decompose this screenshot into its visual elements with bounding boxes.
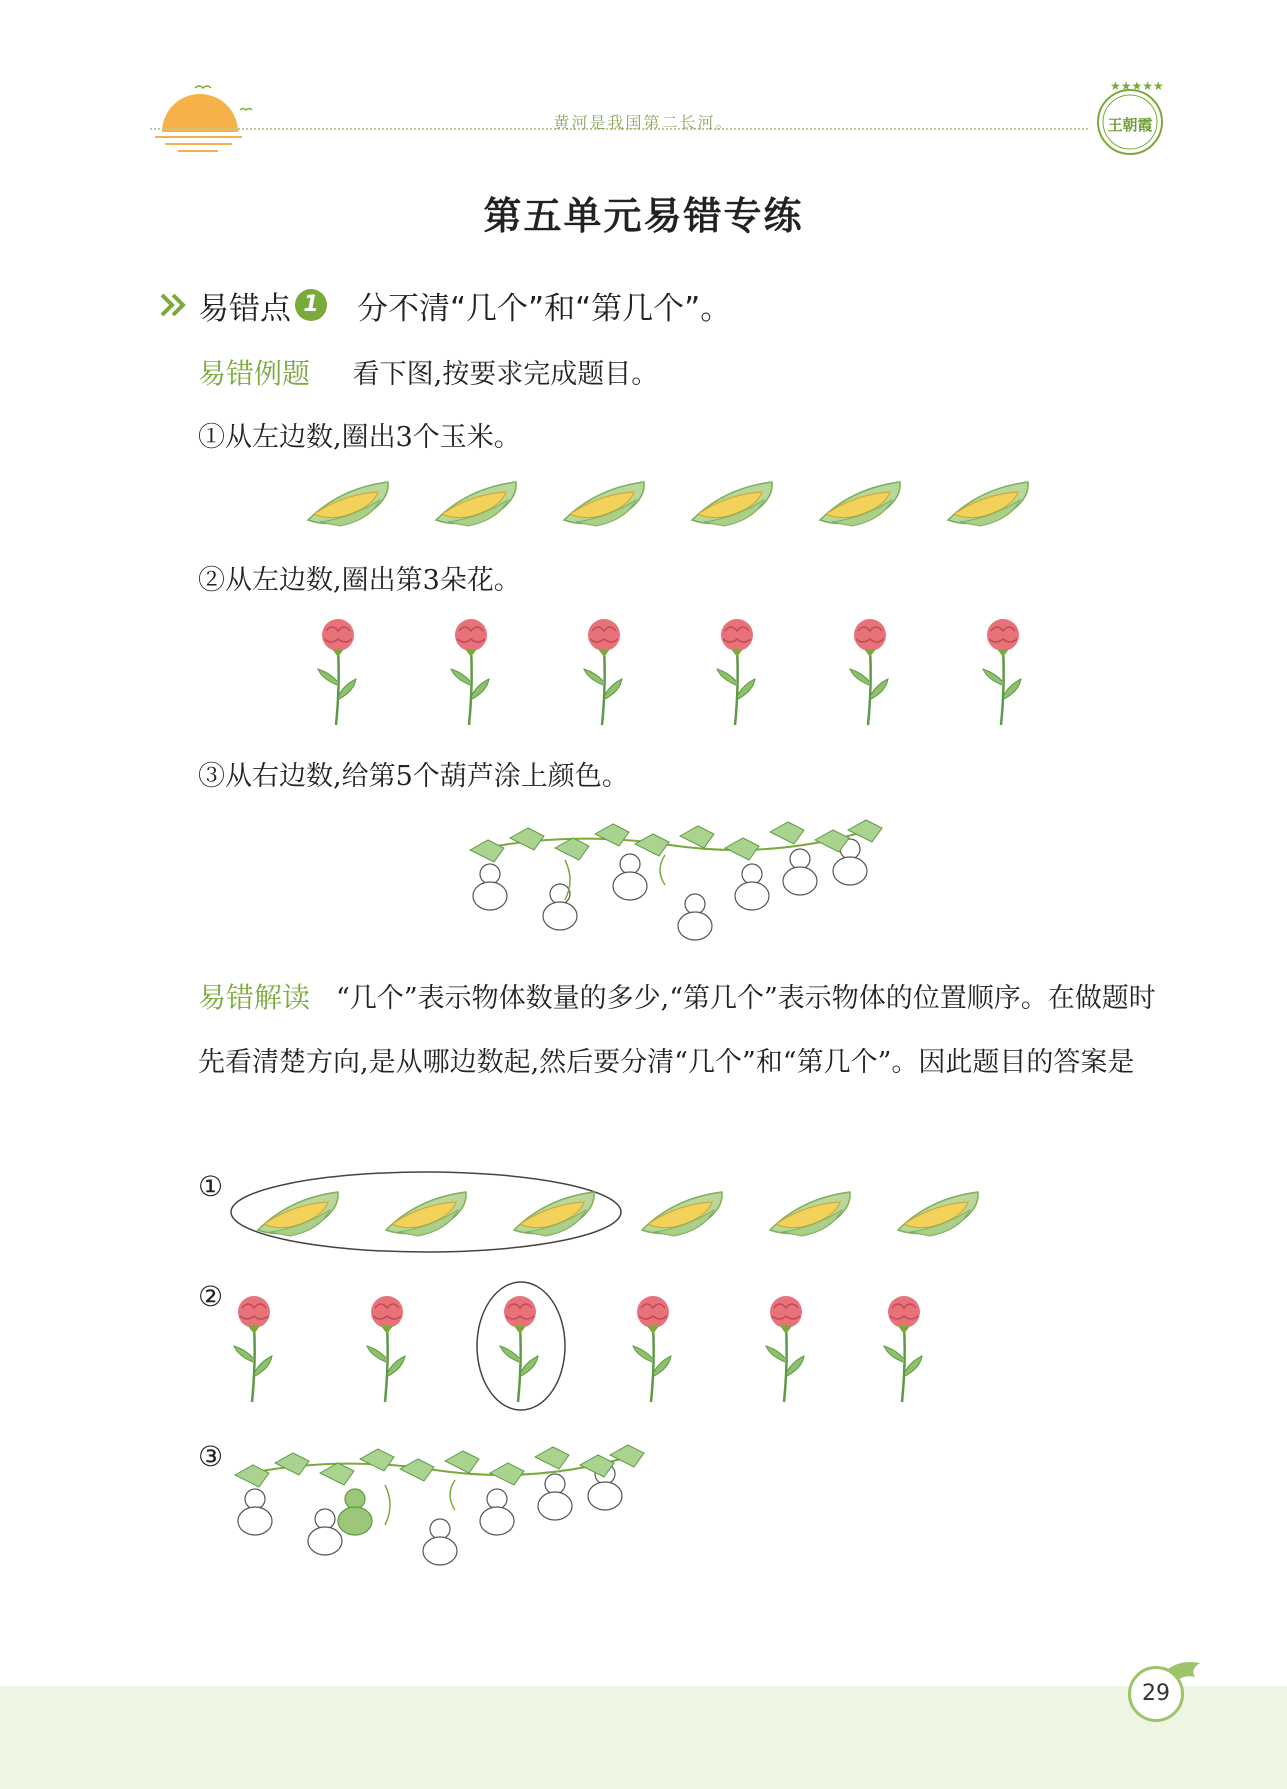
flower-1 bbox=[318, 619, 356, 725]
gourd-vine-answer bbox=[235, 1445, 645, 1575]
explanation-paragraph bbox=[198, 966, 1158, 1095]
explanation-label: 易错解读 bbox=[198, 981, 311, 1014]
example-label: 易错例题 bbox=[198, 357, 311, 390]
error-point-label: 易错点 bbox=[198, 290, 291, 327]
corn-4 bbox=[692, 482, 772, 526]
corn-row-answer bbox=[228, 1170, 988, 1260]
answer-flower-4 bbox=[633, 1296, 671, 1402]
answer-flower-3 bbox=[500, 1296, 538, 1402]
answer-2-label: ② bbox=[198, 1280, 224, 1313]
page-number: 29 bbox=[1128, 1666, 1184, 1722]
question-2: ②从左边数,圈出第3朵花。 bbox=[198, 565, 521, 596]
answer-1-label: ① bbox=[198, 1170, 224, 1203]
answer-flower-2 bbox=[367, 1296, 405, 1402]
gourd-vine-question bbox=[470, 820, 880, 950]
answer-corn-4 bbox=[642, 1192, 722, 1236]
answer-corn-2 bbox=[386, 1192, 466, 1236]
answer-flower-6 bbox=[884, 1296, 922, 1402]
answer-flower-5 bbox=[766, 1296, 804, 1402]
svg-text:★★★★★: ★★★★★ bbox=[1110, 79, 1164, 93]
double-chevron-icon bbox=[160, 292, 188, 318]
error-point-heading bbox=[160, 285, 731, 325]
answer-corn-3 bbox=[514, 1192, 594, 1236]
answer-corn-1 bbox=[258, 1192, 338, 1236]
example-intro-text: 看下图,按要求完成题目。 bbox=[352, 359, 659, 390]
error-point-number: 1 bbox=[295, 289, 327, 321]
colored-gourd bbox=[338, 1489, 372, 1535]
question-3: ③从右边数,给第5个葫芦涂上颜色。 bbox=[198, 761, 629, 792]
corn-2 bbox=[436, 482, 516, 526]
flower-6 bbox=[983, 619, 1021, 725]
explanation-text: “几个”表示物体数量的多少,“第几个”表示物体的位置顺序。在做题时先看清楚方向,是从哪边数起,然后要分清“几个”和“第几个”。因此题目的答案是 bbox=[198, 983, 1156, 1078]
corn-1 bbox=[308, 482, 388, 526]
question-1: ①从左边数,圈出3个玉米。 bbox=[198, 422, 521, 453]
answer-corn-6 bbox=[898, 1192, 978, 1236]
flower-3 bbox=[584, 619, 622, 725]
answer-3-label: ③ bbox=[198, 1440, 224, 1473]
flower-row-answer bbox=[226, 1282, 966, 1412]
example-intro bbox=[198, 352, 658, 392]
publisher-logo bbox=[1090, 78, 1170, 158]
corn-5 bbox=[820, 482, 900, 526]
flower-2 bbox=[451, 619, 489, 725]
page-title: 第五单元易错专练 bbox=[483, 194, 804, 238]
error-point-text: 分不清“几个”和“第几个”。 bbox=[357, 290, 732, 327]
flower-4 bbox=[717, 619, 755, 725]
answer-corn-5 bbox=[770, 1192, 850, 1236]
corn-3 bbox=[564, 482, 644, 526]
flower-row-question bbox=[310, 615, 1050, 730]
logo-text: 王朝霞 bbox=[1107, 116, 1153, 134]
corn-6 bbox=[948, 482, 1028, 526]
corn-row-question bbox=[300, 470, 1060, 540]
answer-flower-1 bbox=[234, 1296, 272, 1402]
flower-5 bbox=[850, 619, 888, 725]
footer-band bbox=[0, 1686, 1287, 1789]
header-text: 黄河是我国第二长河。 bbox=[553, 113, 734, 132]
